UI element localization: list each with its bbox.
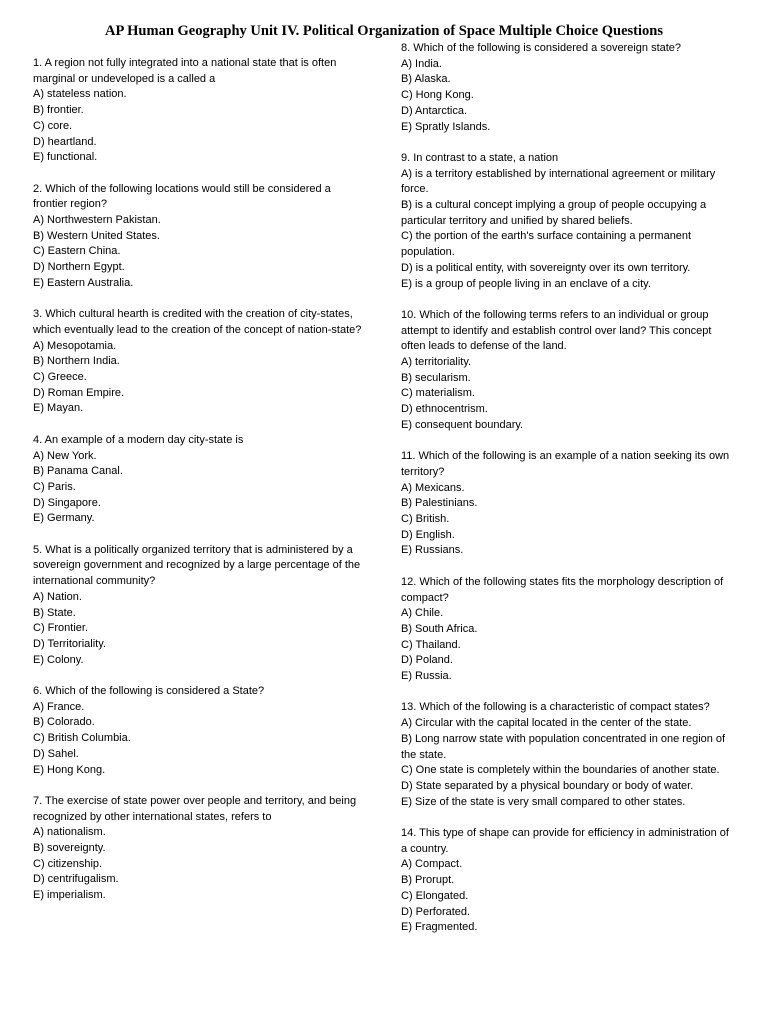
answer-option: E) Hong Kong. [33,763,106,776]
question-block [401,41,731,135]
answer-option: A) Mexicans. [401,481,465,494]
answer-option: A) stateless nation. [33,88,127,101]
answer-option: A) Chile. [401,607,444,620]
answer-option: D) Poland. [401,654,453,667]
page-title: AP Human Geography Unit IV. Political Organization of Space Multiple Choice Questions [105,23,663,39]
question-stem: 9. In contrast to a state, a nation [401,151,559,164]
answer-option: B) Colorado. [33,716,95,729]
question-stem: 7. The exercise of state power over people and territory, and being recognized by other international states, refers to [33,794,357,823]
answer-option: B) State. [33,606,76,619]
question-block [401,700,731,810]
question-block [33,794,363,904]
answer-option: D) English. [401,528,455,541]
question-stem: 6. Which of the following is considered a State? [33,685,265,698]
question-block [33,433,363,527]
question-stem: 10. Which of the following terms refers to an individual or group attempt to identify and establish control over land? This concept often leads to defense of the land. [401,308,712,353]
answer-option: E) Germany. [33,512,95,525]
question-block [33,543,363,669]
answer-option: E) Size of the state is very small compared to other states. [401,795,686,808]
answer-option: D) centrifugalism. [33,873,119,886]
answer-option: D) heartland. [33,135,97,148]
question-stem: 13. Which of the following is a characteristic of compact states? [401,701,710,714]
answer-option: A) Mesopotamia. [33,339,117,352]
answer-option: A) nationalism. [33,826,106,839]
answer-option: A) India. [401,57,442,70]
question-block [33,307,363,417]
answer-option: E) consequent boundary. [401,418,524,431]
question-block [401,308,731,434]
answer-option: A) territoriality. [401,356,472,369]
answer-option: C) Thailand. [401,638,461,651]
answer-option: B) is a cultural concept implying a group of people occupying a particular territory and unified by shared beliefs. [401,199,707,227]
answer-option: C) materialism. [401,387,475,400]
answer-option: D) Antarctica. [401,104,468,117]
answer-option: E) Russians. [401,544,464,557]
answer-option: B) Long narrow state with population concentrated in one region of the state. [401,732,726,761]
answer-option: E) Eastern Australia. [33,276,134,289]
answer-option: B) Western United States. [33,229,160,242]
question-block [401,449,731,559]
question-stem: 1. A region not fully integrated into a national state that is often marginal or undeveloped is a called a [33,57,337,85]
answer-option: E) Fragmented. [401,921,478,934]
answer-option: C) the portion of the earth's surface containing a permanent population. [401,230,692,259]
answer-option: D) Northern Egypt. [33,261,125,274]
answer-option: D) is a political entity, with sovereignty over its own territory. [401,261,691,274]
question-stem: 5. What is a politically organized territory that is administered by a sovereign government and recognized by a large percentage of the international community? [33,543,361,588]
answer-option: E) Spratly Islands. [401,120,491,133]
answer-option: A) New York. [33,449,97,462]
answer-option: E) Russia. [401,670,452,683]
answer-option: E) is a group of people living in an enclave of a city. [401,277,651,290]
question-stem: 12. Which of the following states fits the morphology description of compact? [401,575,724,604]
question-stem: 11. Which of the following is an example of a nation seeking its own territory? [401,450,730,478]
question-block [401,826,731,936]
answer-option: B) Panama Canal. [33,465,123,478]
answer-option: C) Hong Kong. [401,89,474,102]
answer-option: D) Perforated. [401,905,471,918]
answer-option: B) Alaska. [401,73,451,86]
answer-option: C) One state is completely within the boundaries of another state. [401,764,720,777]
answer-option: C) citizenship. [33,857,103,870]
answer-option: A) Nation. [33,590,82,603]
answer-option: B) Northern India. [33,355,120,368]
question-block [401,575,731,685]
answer-option: A) Circular with the capital located in the center of the state. [401,717,692,730]
right-column [401,41,731,952]
answer-option: D) Singapore. [33,496,101,509]
answer-option: D) ethnocentrism. [401,403,488,416]
answer-option: B) Palestinians. [401,497,478,510]
answer-option: B) Prorupt. [401,874,455,887]
answer-option: C) Elongated. [401,889,469,902]
answer-option: B) South Africa. [401,622,478,635]
answer-option: B) secularism. [401,371,471,384]
answer-option: D) Territoriality. [33,637,106,650]
answer-option: B) frontier. [33,104,84,117]
question-stem: 4. An example of a modern day city-state is [33,433,244,446]
answer-option: C) British Columbia. [33,732,131,745]
question-stem: 3. Which cultural hearth is credited with the creation of city-states, which eventually lead to the creation of the concept of nation-state? [33,308,362,336]
question-block [33,182,363,292]
answer-option: C) Eastern China. [33,245,121,258]
question-stem: 14. This type of shape can provide for efficiency in administration of a country. [401,827,729,855]
answer-option: C) core. [33,119,73,132]
answer-option: E) imperialism. [33,889,106,902]
answer-option: E) Mayan. [33,402,84,415]
answer-option: A) France. [33,700,85,713]
question-block [401,151,731,292]
answer-option: B) sovereignty. [33,842,106,855]
answer-option: A) Northwestern Pakistan. [33,214,161,227]
left-column [33,56,363,920]
question-stem: 2. Which of the following locations would still be considered a frontier region? [33,182,331,211]
question-block [33,56,363,166]
answer-option: C) Paris. [33,480,76,493]
answer-option: D) Roman Empire. [33,386,125,399]
answer-option: A) Compact. [401,858,463,871]
question-block [33,684,363,778]
question-stem: 8. Which of the following is considered a sovereign state? [401,42,682,54]
answer-option: A) is a territory established by international agreement or military force. [401,167,716,196]
answer-option: C) British. [401,513,450,526]
answer-option: C) Greece. [33,371,87,384]
answer-option: E) functional. [33,151,98,164]
answer-option: C) Frontier. [33,622,89,635]
answer-option: E) Colony. [33,653,84,666]
answer-option: D) State separated by a physical boundary or body of water. [401,779,694,792]
answer-option: D) Sahel. [33,747,79,760]
